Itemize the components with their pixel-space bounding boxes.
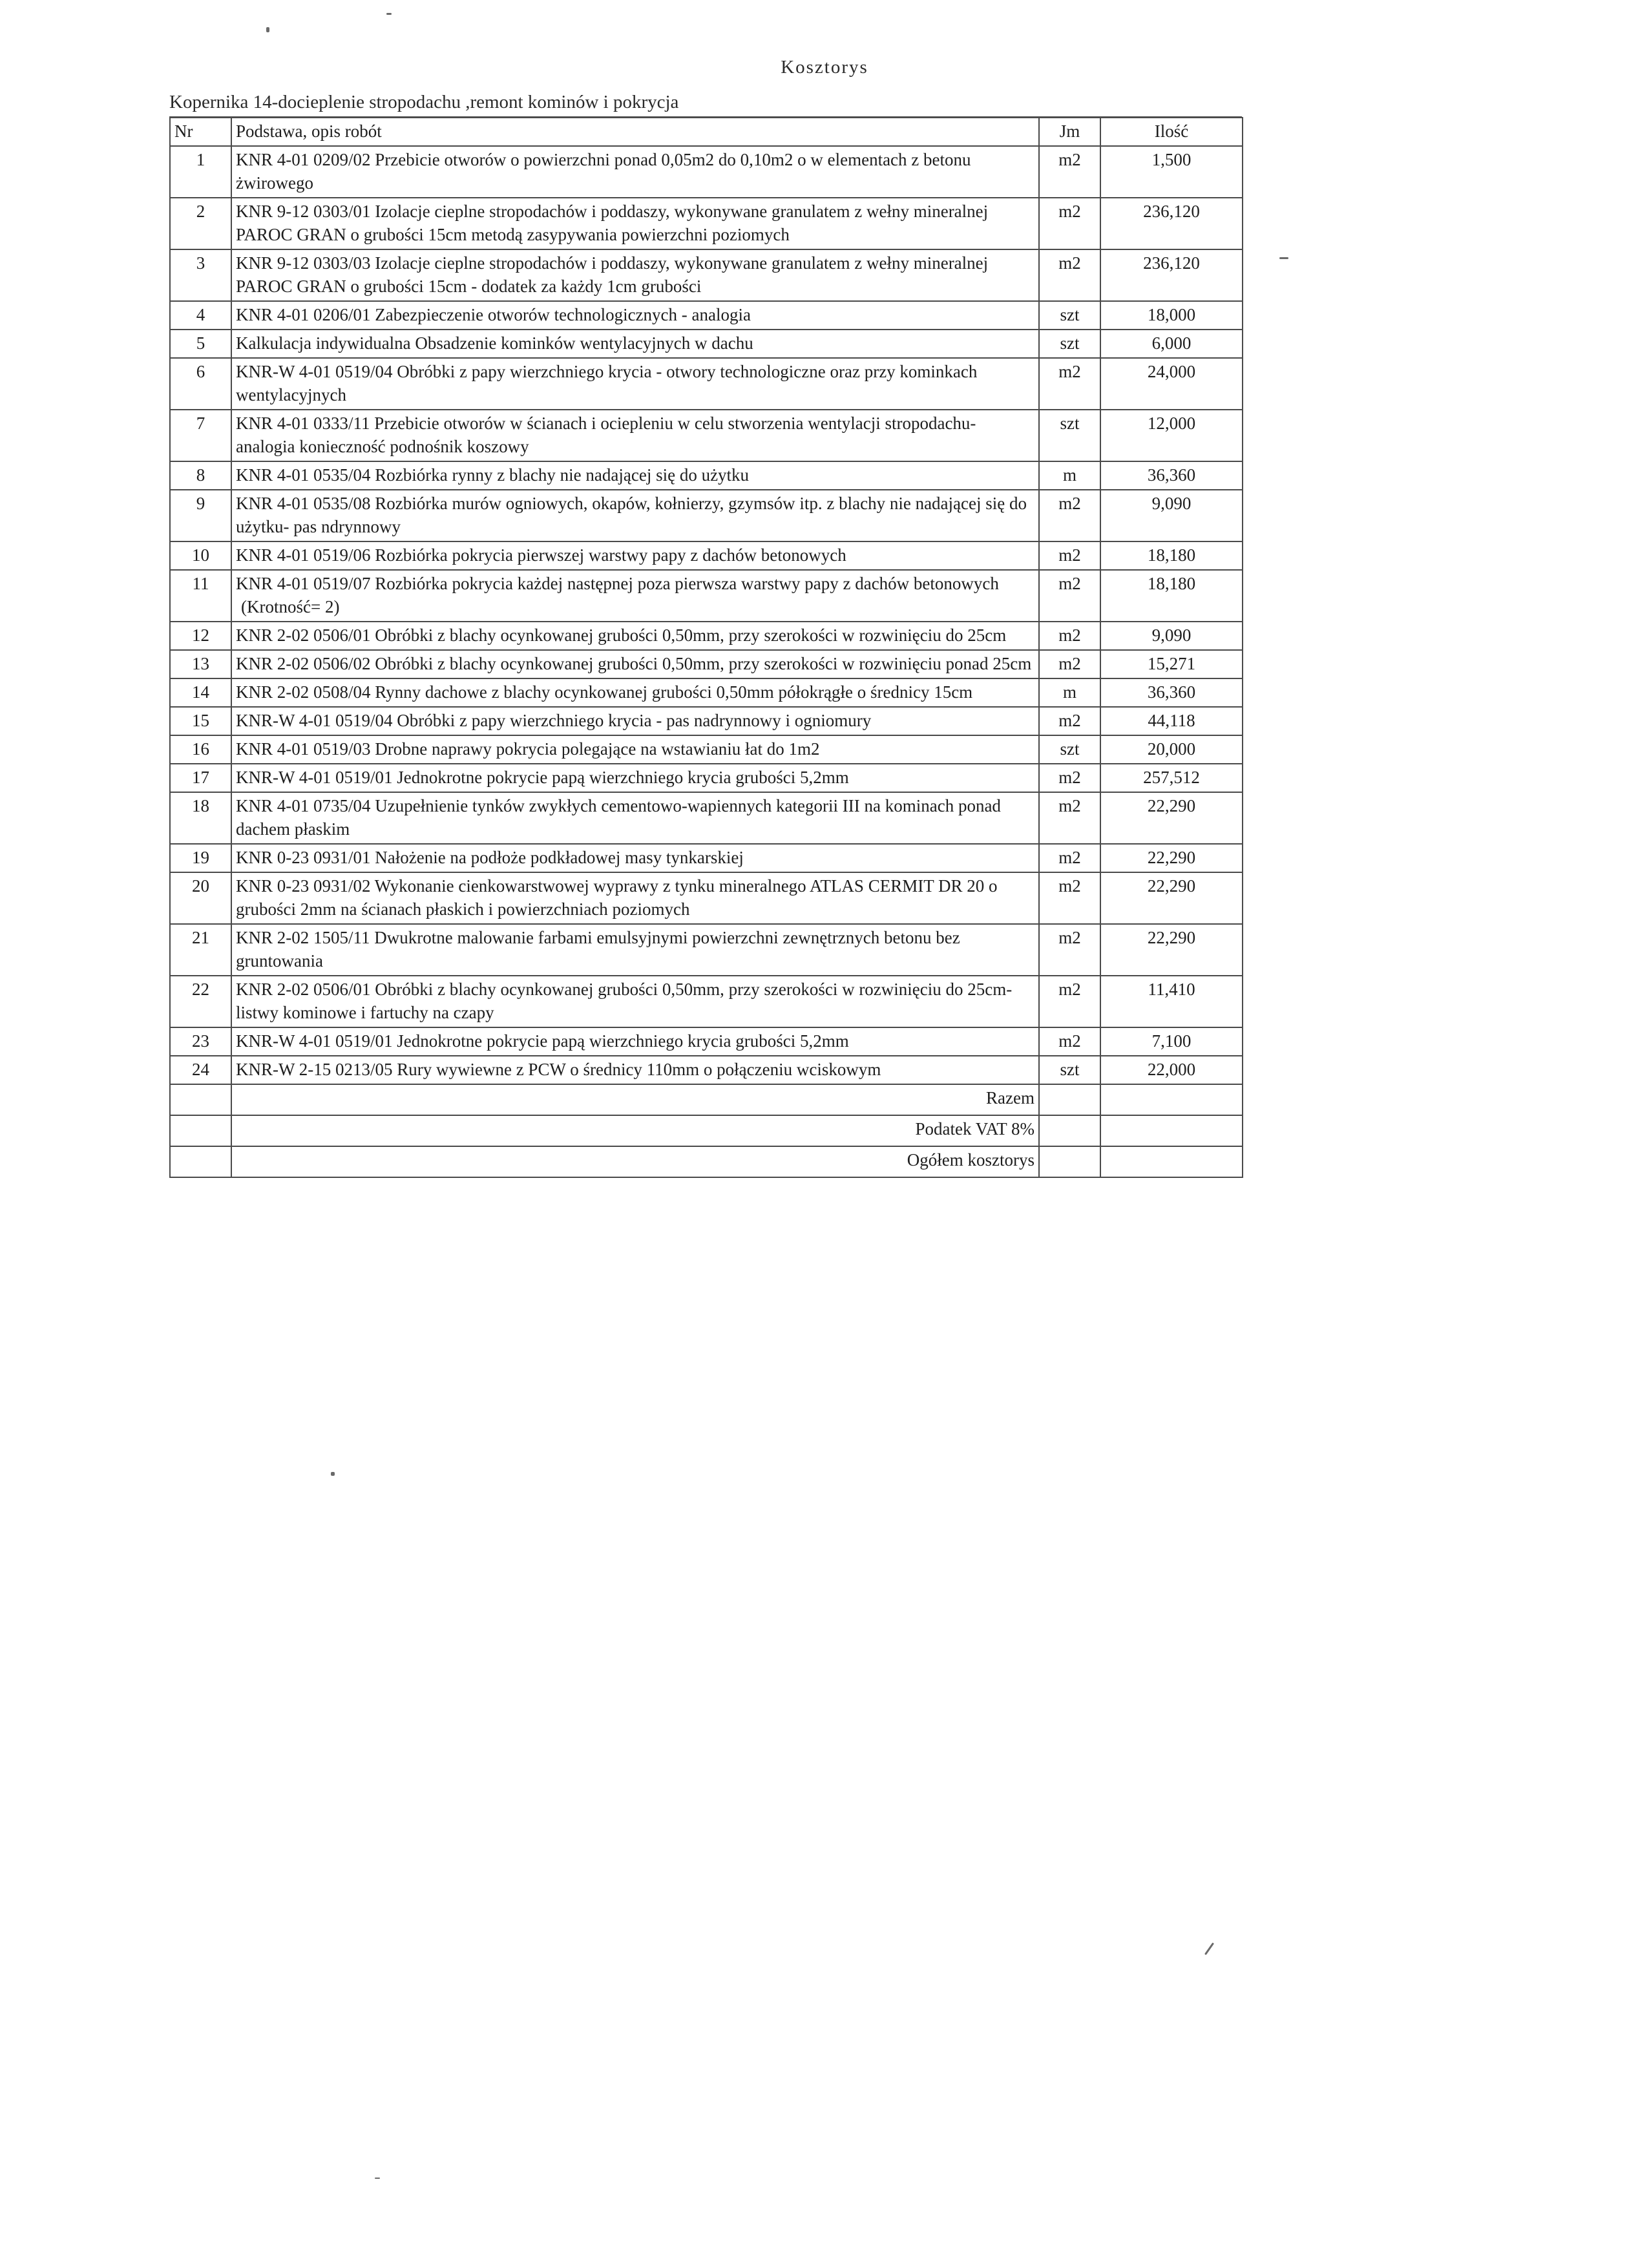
table-row (170, 541, 1243, 570)
row-number: 17 (170, 764, 231, 792)
row-description: KNR 4-01 0333/11 Przebicie otworów w ścianach i ociepleniu w celu stworzenia wentylacji stropodachu- analogia konieczność podnośnik koszowy (236, 414, 976, 456)
row-description-cell (231, 146, 1039, 198)
row-unit: m2 (1039, 707, 1100, 735)
row-number: 19 (170, 844, 231, 872)
scan-speck (331, 1472, 335, 1476)
row-quantity: 36,360 (1100, 461, 1243, 490)
row-description: KNR 4-01 0519/07 Rozbiórka pokrycia każdej następnej poza pierwsza warstwy papy z dachów betonowych (236, 574, 999, 593)
row-unit: m2 (1039, 146, 1100, 198)
row-number: 11 (170, 570, 231, 622)
table-row (170, 764, 1243, 792)
row-description-cell (231, 541, 1039, 570)
summary-value-cell (1100, 1084, 1243, 1115)
row-description-cell (231, 735, 1039, 764)
header-description: Podstawa, opis robót (231, 118, 1039, 146)
row-unit: szt (1039, 1056, 1100, 1084)
table-row (170, 358, 1243, 410)
row-quantity: 22,000 (1100, 1056, 1243, 1084)
row-number: 12 (170, 622, 231, 650)
table-row (170, 330, 1243, 358)
row-unit: m2 (1039, 622, 1100, 650)
row-unit: m2 (1039, 650, 1100, 678)
row-quantity: 20,000 (1100, 735, 1243, 764)
header-nr: Nr (170, 118, 231, 146)
row-quantity: 18,000 (1100, 301, 1243, 330)
row-unit: m2 (1039, 764, 1100, 792)
cost-estimate-table (169, 117, 1243, 1178)
row-number: 7 (170, 410, 231, 461)
row-description-cell (231, 358, 1039, 410)
row-description-cell (231, 872, 1039, 924)
row-unit: m2 (1039, 249, 1100, 301)
row-quantity: 22,290 (1100, 872, 1243, 924)
table-row (170, 650, 1243, 678)
summary-nr-cell (170, 1115, 231, 1146)
row-quantity: 22,290 (1100, 844, 1243, 872)
row-number: 24 (170, 1056, 231, 1084)
row-description-cell (231, 707, 1039, 735)
summary-total-label: Razem (231, 1084, 1039, 1115)
row-description: KNR 4-01 0535/08 Rozbiórka murów ogniowych, okapów, kołnierzy, gzymsów itp. z blachy nie nadającej się do użytku- pas ndrynnowy (236, 494, 1027, 536)
table-header-row (170, 118, 1243, 146)
row-number: 2 (170, 198, 231, 249)
row-number: 9 (170, 490, 231, 541)
row-description-cell (231, 976, 1039, 1027)
table-row (170, 792, 1243, 844)
header-quantity: Ilość (1100, 118, 1243, 146)
row-description: KNR 4-01 0519/06 Rozbiórka pokrycia pierwszej warstwy papy z dachów betonowych (236, 545, 846, 565)
row-description: KNR 4-01 0519/03 Drobne naprawy pokrycia polegające na wstawianiu łat do 1m2 (236, 739, 820, 759)
row-description: KNR-W 4-01 0519/04 Obróbki z papy wierzchniego krycia - otwory technologiczne oraz przy kominkach wentylacyjnych (236, 362, 978, 404)
document-title: Kosztorys (781, 57, 868, 78)
row-description-cell (231, 570, 1039, 622)
row-description-cell (231, 678, 1039, 707)
row-number: 4 (170, 301, 231, 330)
summary-unit-cell (1039, 1084, 1100, 1115)
row-description: KNR 0-23 0931/02 Wykonanie cienkowarstwowej wyprawy z tynku mineralnego ATLAS CERMIT DR 20 o grubości 2mm na ścianach płaskich i powierzchniach poziomych (236, 876, 998, 919)
summary-grand-total-label: Ogółem kosztorys (231, 1146, 1039, 1177)
row-unit: m2 (1039, 872, 1100, 924)
row-number: 15 (170, 707, 231, 735)
summary-nr-cell (170, 1084, 231, 1115)
row-unit: m2 (1039, 844, 1100, 872)
row-quantity: 12,000 (1100, 410, 1243, 461)
row-number: 10 (170, 541, 231, 570)
summary-unit-cell (1039, 1146, 1100, 1177)
row-description: KNR 4-01 0206/01 Zabezpieczenie otworów technologicznych - analogia (236, 305, 751, 324)
table-row (170, 410, 1243, 461)
row-quantity: 6,000 (1100, 330, 1243, 358)
row-description-cell (231, 301, 1039, 330)
row-description-cell (231, 330, 1039, 358)
summary-value-cell (1100, 1115, 1243, 1146)
row-quantity: 7,100 (1100, 1027, 1243, 1056)
row-unit: m2 (1039, 358, 1100, 410)
summary-nr-cell (170, 1146, 231, 1177)
row-unit: m2 (1039, 570, 1100, 622)
row-number: 22 (170, 976, 231, 1027)
row-description: KNR 4-01 0535/04 Rozbiórka rynny z blachy nie nadającej się do użytku (236, 465, 750, 485)
row-description: KNR 9-12 0303/03 Izolacje cieplne stropodachów i poddaszy, wykonywane granulatem z wełny mineralnej PAROC GRAN o grubości 15cm - dodatek za każdy 1cm grubości (236, 253, 989, 296)
table-row (170, 678, 1243, 707)
row-number: 21 (170, 924, 231, 976)
summary-value-cell (1100, 1146, 1243, 1177)
row-number: 14 (170, 678, 231, 707)
row-description: Kalkulacja indywidualna Obsadzenie kominków wentylacyjnych w dachu (236, 333, 753, 353)
row-number: 13 (170, 650, 231, 678)
row-unit: m2 (1039, 1027, 1100, 1056)
row-unit: szt (1039, 410, 1100, 461)
table-row (170, 1027, 1243, 1056)
row-description: KNR 2-02 0506/02 Obróbki z blachy ocynkowanej grubości 0,50mm, przy szerokości w rozwinięciu ponad 25cm (236, 654, 1032, 673)
row-quantity: 236,120 (1100, 249, 1243, 301)
row-description-cell (231, 1056, 1039, 1084)
table-row (170, 735, 1243, 764)
row-quantity: 11,410 (1100, 976, 1243, 1027)
document-subtitle: Kopernika 14-docieplenie stropodachu ,remont kominów i pokrycja (169, 92, 679, 112)
scan-speck (1204, 1942, 1214, 1955)
row-unit: m2 (1039, 541, 1100, 570)
header-unit: Jm (1039, 118, 1100, 146)
row-quantity: 236,120 (1100, 198, 1243, 249)
row-unit: m (1039, 461, 1100, 490)
row-number: 16 (170, 735, 231, 764)
row-unit: m2 (1039, 490, 1100, 541)
row-quantity: 24,000 (1100, 358, 1243, 410)
row-description-cell (231, 490, 1039, 541)
row-unit: m2 (1039, 924, 1100, 976)
table-row (170, 1056, 1243, 1084)
row-note: (Krotność= 2) (241, 597, 340, 616)
row-quantity: 9,090 (1100, 622, 1243, 650)
row-description-cell (231, 198, 1039, 249)
row-quantity: 257,512 (1100, 764, 1243, 792)
row-description: KNR 0-23 0931/01 Nałożenie na podłoże podkładowej masy tynkarskiej (236, 848, 744, 867)
row-description: KNR-W 4-01 0519/01 Jednokrotne pokrycie papą wierzchniego krycia grubości 5,2mm (236, 1031, 849, 1051)
scan-speck (386, 13, 392, 15)
row-number: 6 (170, 358, 231, 410)
row-unit: m (1039, 678, 1100, 707)
row-unit: m2 (1039, 792, 1100, 844)
table-row (170, 249, 1243, 301)
row-description-cell (231, 792, 1039, 844)
row-description: KNR 2-02 0508/04 Rynny dachowe z blachy ocynkowanej grubości 0,50mm półokrągłe o średnicy 15cm (236, 682, 973, 702)
row-number: 3 (170, 249, 231, 301)
row-quantity: 44,118 (1100, 707, 1243, 735)
row-number: 20 (170, 872, 231, 924)
row-number: 1 (170, 146, 231, 198)
row-number: 5 (170, 330, 231, 358)
table-row (170, 707, 1243, 735)
row-quantity: 18,180 (1100, 541, 1243, 570)
row-description-cell (231, 622, 1039, 650)
scan-speck (266, 27, 269, 32)
row-unit: szt (1039, 301, 1100, 330)
row-quantity: 18,180 (1100, 570, 1243, 622)
table-row (170, 570, 1243, 622)
row-description-cell (231, 924, 1039, 976)
summary-row-vat (170, 1115, 1243, 1146)
summary-vat-label: Podatek VAT 8% (231, 1115, 1039, 1146)
row-unit: szt (1039, 330, 1100, 358)
table-row (170, 976, 1243, 1027)
row-description: KNR 9-12 0303/01 Izolacje cieplne stropodachów i poddaszy, wykonywane granulatem z wełny mineralnej PAROC GRAN o grubości 15cm metodą zasypywania powierzchni poziomych (236, 202, 989, 244)
row-quantity: 22,290 (1100, 792, 1243, 844)
row-description-cell (231, 650, 1039, 678)
row-quantity: 9,090 (1100, 490, 1243, 541)
row-description: KNR-W 4-01 0519/01 Jednokrotne pokrycie papą wierzchniego krycia grubości 5,2mm (236, 768, 849, 787)
table-row (170, 872, 1243, 924)
table-row (170, 490, 1243, 541)
row-description: KNR 2-02 0506/01 Obróbki z blachy ocynkowanej grubości 0,50mm, przy szerokości w rozwinięciu do 25cm (236, 625, 1007, 645)
table-row (170, 844, 1243, 872)
table-row (170, 198, 1243, 249)
row-description: KNR 2-02 0506/01 Obróbki z blachy ocynkowanej grubości 0,50mm, przy szerokości w rozwinięciu do 25cm- listwy kominowe i fartuchy na czapy (236, 980, 1013, 1022)
row-description: KNR-W 2-15 0213/05 Rury wywiewne z PCW o średnicy 110mm o połączeniu wciskowym (236, 1060, 881, 1079)
table-body (170, 146, 1243, 1084)
row-description-cell (231, 844, 1039, 872)
row-description-cell (231, 764, 1039, 792)
row-number: 18 (170, 792, 231, 844)
scan-speck (1279, 257, 1288, 259)
row-unit: m2 (1039, 198, 1100, 249)
row-unit: m2 (1039, 976, 1100, 1027)
row-number: 8 (170, 461, 231, 490)
row-quantity: 15,271 (1100, 650, 1243, 678)
row-description-cell (231, 249, 1039, 301)
table-row (170, 461, 1243, 490)
row-unit: szt (1039, 735, 1100, 764)
row-description: KNR 4-01 0209/02 Przebicie otworów o powierzchni ponad 0,05m2 do 0,10m2 o w elementach z betonu żwirowego (236, 150, 971, 193)
summary-row-total (170, 1084, 1243, 1115)
row-quantity: 1,500 (1100, 146, 1243, 198)
row-description: KNR 2-02 1505/11 Dwukrotne malowanie farbami emulsyjnymi powierzchni zewnętrznych betonu bez gruntowania (236, 928, 960, 971)
table-row (170, 146, 1243, 198)
row-quantity: 22,290 (1100, 924, 1243, 976)
row-description: KNR 4-01 0735/04 Uzupełnienie tynków zwykłych cementowo-wapiennych kategorii III na kominach ponad dachem płaskim (236, 796, 1001, 839)
row-description: KNR-W 4-01 0519/04 Obróbki z papy wierzchniego krycia - pas nadrynnowy i ogniomury (236, 711, 872, 730)
table-row (170, 301, 1243, 330)
row-description-cell (231, 410, 1039, 461)
row-description-cell (231, 1027, 1039, 1056)
row-description-cell (231, 461, 1039, 490)
table-row (170, 924, 1243, 976)
table-row (170, 622, 1243, 650)
row-number: 23 (170, 1027, 231, 1056)
scan-speck (375, 2178, 380, 2179)
summary-row-grand-total (170, 1146, 1243, 1177)
row-quantity: 36,360 (1100, 678, 1243, 707)
summary-unit-cell (1039, 1115, 1100, 1146)
